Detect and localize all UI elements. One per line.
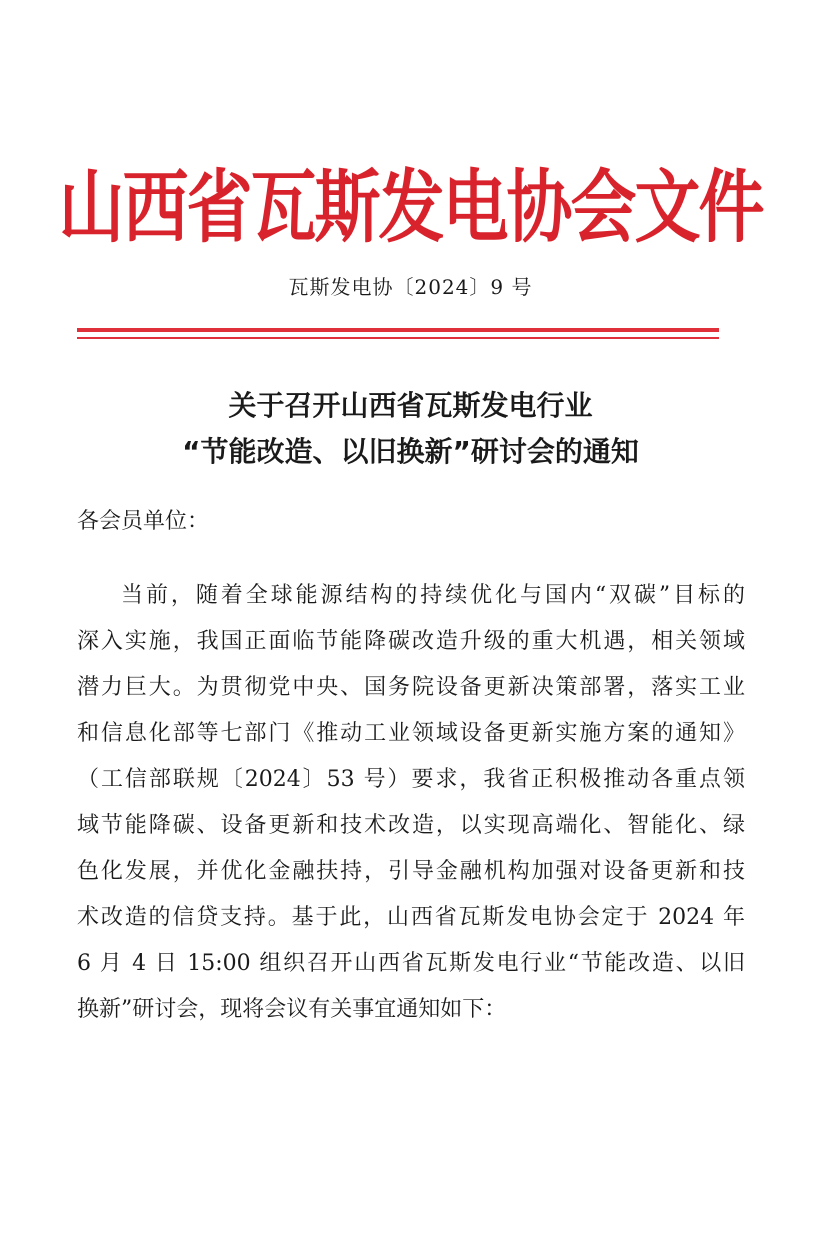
- red-divider-thin: [77, 337, 719, 339]
- red-divider-thick: [77, 328, 719, 332]
- body-line: 潜力巨大。为贯彻党中央、国务院设备更新决策部署，落实工业: [77, 675, 745, 700]
- body-line: 术改造的信贷支持。基于此，山西省瓦斯发电协会定于 2024 年: [77, 905, 745, 930]
- body-line: 换新”研讨会，现将会议有关事宜通知如下：: [77, 997, 507, 1022]
- notice-title-line-1: 关于召开山西省瓦斯发电行业: [228, 389, 593, 422]
- body-line: 色化发展，并优化金融扶持，引导金融机构加强对设备更新和技: [77, 859, 745, 884]
- body-line: 深入实施，我国正面临节能降碳改造升级的重大机遇，相关领域: [77, 629, 745, 654]
- body-line: （工信部联规〔2024〕53 号）要求，我省正积极推动各重点领: [77, 767, 745, 792]
- body-line: 当前，随着全球能源结构的持续优化与国内“双碳”目标的: [121, 583, 745, 608]
- masthead-title: 山西省瓦斯发电协会文件: [58, 161, 763, 254]
- body-line: 域节能降碳、设备更新和技术改造，以实现高端化、智能化、绿: [77, 813, 745, 838]
- document-number: 瓦斯发电协〔2024〕9 号: [288, 275, 533, 299]
- salutation: 各会员单位：: [77, 509, 210, 534]
- notice-title-line-2: “节能改造、以旧换新”研讨会的通知: [182, 435, 639, 468]
- body-line: 和信息化部等七部门《推动工业领域设备更新实施方案的通知》: [77, 721, 745, 746]
- body-line: 6 月 4 日 15:00 组织召开山西省瓦斯发电行业“节能改造、以旧: [77, 951, 745, 976]
